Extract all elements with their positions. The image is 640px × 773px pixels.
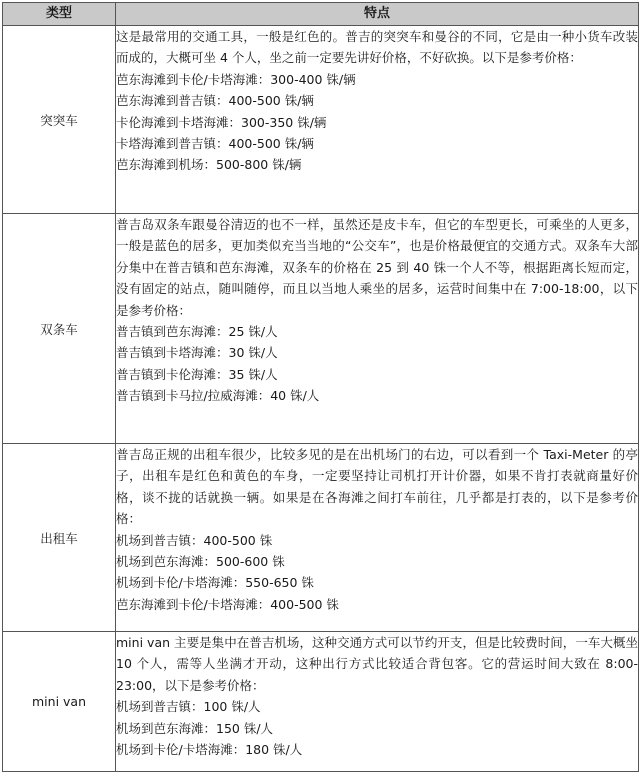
description-text: 普吉岛正规的出租车很少，比较多见的是在出机场门的右边，可以看到一个 Taxi-Meter 的亭子，出租车是红色和黄色的车身，一定要坚持让司机打开计价器，如果不肯打表就商量好价格，谈不拢的话就换一辆。如果是在各海滩之间打车前往，几乎都是打表的，以下是参考价格：	[116, 447, 638, 527]
features-cell	[116, 632, 639, 772]
header-type: 类型	[3, 3, 116, 26]
price-line: 卡塔海滩到普吉镇：400-500 铢/辆	[116, 136, 314, 152]
type-cell: mini van	[3, 632, 116, 772]
description-text: 这是最常用的交通工具，一般是红色的。普吉的突突车和曼谷的不同，它是由一种小货车改装而成的，大概可坐 4 个人，坐之前一定要先讲好价格，不好砍换。以下是参考价格：	[116, 29, 638, 66]
type-cell: 出租车	[3, 444, 116, 632]
price-line: 芭东海滩到卡伦/卡塔海滩：300-400 铢/辆	[116, 71, 356, 87]
price-line: 卡伦海滩到卡塔海滩：300-350 铢/辆	[116, 114, 327, 130]
table-row	[3, 26, 639, 214]
features-cell	[116, 214, 639, 444]
description-text: mini van 主要是集中在普吉机场，这种交通方式可以节约开支，但是比较费时间，一车大概坐 10 个人，需等人坐满才开动，这种出行方式比较适合背包客。它的营运时间大致在 8:00-23:00，以下是参考价格：	[116, 635, 638, 693]
price-line: 普吉镇到卡马拉/拉威海滩：40 铢/人	[116, 388, 320, 404]
type-cell: 双条车	[3, 214, 116, 444]
price-line: 机场到卡伦/卡塔海滩：550-650 铢	[116, 575, 314, 591]
price-line: 机场到普吉镇：100 铢/人	[116, 699, 261, 715]
price-line: 普吉镇到卡塔海滩：30 铢/人	[116, 345, 278, 361]
price-line: 机场到芭东海滩：150 铢/人	[116, 720, 274, 736]
description-text: 普吉岛双条车跟曼谷清迈的也不一样，虽然还是皮卡车，但它的车型更长，可乘坐的人更多，一般是蓝色的居多，更加类似充当当地的“公交车”，也是价格最便宜的交通方式。双条车大部分集中在普吉镇和芭东海滩，双条车的价格在 25 到 40 铢一个人不等，根据距离长短而定，没有固定的站点，随叫随停，而且以当地人乘坐的居多，运营时间集中在 7:00-18:00，以下是参考价格：	[116, 217, 638, 318]
price-line: 普吉镇到芭东海滩：25 铢/人	[116, 324, 278, 340]
features-cell	[116, 26, 639, 214]
table-row	[3, 214, 639, 444]
price-line: 芭东海滩到普吉镇：400-500 铢/辆	[116, 93, 314, 109]
price-line: 机场到芭东海滩：500-600 铢	[116, 554, 285, 570]
header-features: 特点	[116, 3, 639, 26]
price-line: 芭东海滩到机场：500-800 铢/辆	[116, 157, 302, 173]
type-cell: 突突车	[3, 26, 116, 214]
header-row	[3, 3, 639, 26]
table-row	[3, 632, 639, 772]
table-row	[3, 444, 639, 632]
price-line: 机场到普吉镇：400-500 铢	[116, 532, 273, 548]
price-line: 芭东海滩到卡伦/卡塔海滩：400-500 铢	[116, 596, 339, 612]
price-line: 机场到卡伦/卡塔海滩：180 铢/人	[116, 742, 303, 758]
transport-table	[2, 2, 639, 772]
features-cell	[116, 444, 639, 632]
price-line: 普吉镇到卡伦海滩：35 铢/人	[116, 366, 278, 382]
